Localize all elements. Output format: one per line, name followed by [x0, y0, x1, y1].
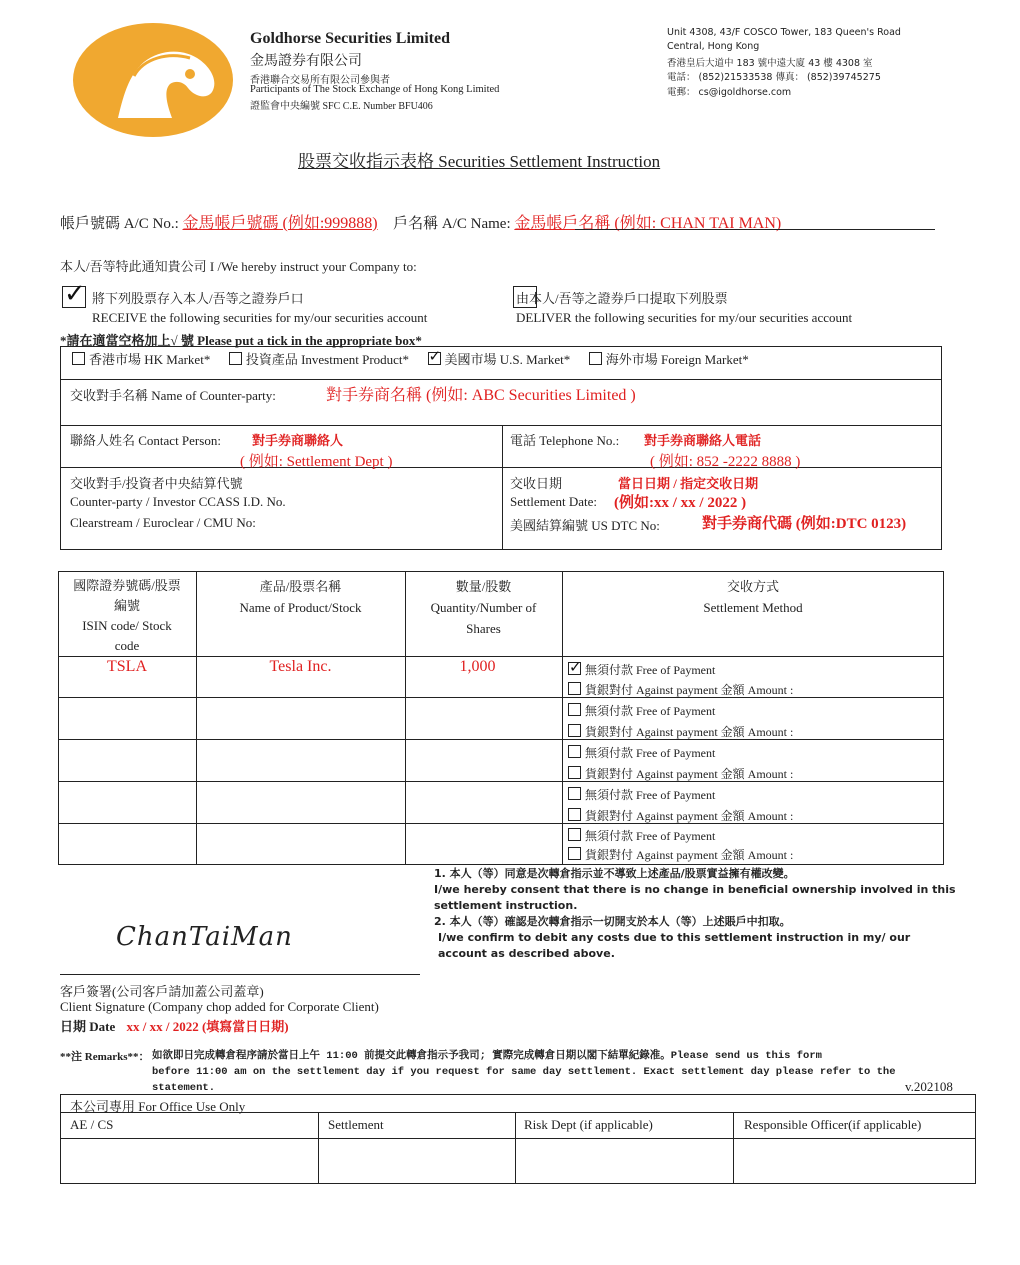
horse-head-logo-icon — [72, 22, 234, 138]
consent-2-en2: account as described above. — [438, 947, 615, 960]
counterparty-name-value[interactable]: 對手券商名稱 (例如: ABC Securities Limited ) — [326, 387, 636, 404]
participant-en: Participants of The Stock Exchange of Hong Kong Limited — [250, 84, 500, 95]
us-market-checkbox[interactable] — [428, 352, 441, 365]
market-foreign[interactable]: 海外市場 Foreign Market* — [589, 352, 749, 367]
ac-no-label: 帳戶號碼 A/C No.: — [60, 216, 179, 232]
tick-note: *請在適當空格加上√ 號 Please put a tick in the appropriate box* — [60, 333, 422, 348]
email: 電郵： cs@igoldhorse.com — [667, 87, 792, 98]
signature-label-zh: 客戶簽署(公司客戶請加蓋公司蓋章) — [60, 984, 264, 999]
address-line-2: Central, Hong Kong — [667, 41, 760, 52]
contact-person-example: ( 例如: Settlement Dept ) — [240, 454, 393, 470]
row-1-code[interactable]: TSLA — [107, 658, 147, 675]
hk-market-checkbox[interactable] — [72, 352, 85, 365]
header-product-name: 產品/股票名稱 Name of Product/Stock — [239, 579, 362, 615]
clearstream-label: Clearstream / Euroclear / CMU No: — [70, 515, 256, 530]
ac-name-label: 戶名稱 A/C Name: — [393, 216, 511, 232]
page-title: 股票交收指示表格 Securities Settlement Instruction — [298, 152, 661, 171]
consent-2-en: I/we confirm to debit any costs due to this settlement instruction in my/ our — [438, 931, 911, 944]
row-1-qty[interactable]: 1,000 — [459, 658, 496, 675]
row-1-name[interactable]: Tesla Inc. — [269, 658, 332, 675]
address-line-3: 香港皇后大道中 183 號中遠大廈 43 樓 4308 室 — [667, 58, 873, 69]
market-hk[interactable]: 香港市場 HK Market* — [72, 352, 210, 367]
contact-person-label: 聯絡人姓名 Contact Person: — [70, 433, 221, 448]
office-col-ae: AE / CS — [70, 1117, 114, 1132]
date-label: 日期 Date — [60, 1019, 116, 1034]
market-row — [72, 349, 749, 368]
header-quantity: 數量/股數 Quantity/Number of Shares — [430, 579, 537, 636]
settlement-date-label-en: Settlement Date: — [510, 494, 598, 509]
header-isin: 國際證券號碼/股票 編號 ISIN code/ Stock code — [73, 578, 181, 653]
receive-checkbox[interactable] — [62, 286, 86, 308]
ccass-label-zh: 交收對手/投資者中央結算代號 — [70, 476, 243, 491]
market-investment[interactable]: 投資產品 Investment Product* — [229, 352, 409, 367]
telephone-example: ( 例如: 852 -2222 8888 ) — [650, 454, 801, 470]
row-2-free-checkbox[interactable] — [568, 703, 581, 716]
row-5-free-checkbox[interactable] — [568, 828, 581, 841]
deliver-zh: 由本人/吾等之證券戶口提取下列股票 — [516, 291, 728, 306]
row-4-against-checkbox[interactable] — [568, 808, 581, 821]
office-use-title: 本公司專用 For Office Use Only — [70, 1099, 246, 1114]
remarks-text: 如欲即日完成轉倉程序請於當日上午 11:00 前提交此轉倉指示予我司; 實際完成轉倉日期以閣下結單紀錄准。Please send us this form before 11:00 am on the settlement day if you request for same day settlement. Exact settlement day please refer to the statement. — [152, 1050, 896, 1094]
consent-1-en2: settlement instruction. — [434, 899, 578, 912]
consent-2-zh: 2. 本人（等）確認是次轉倉指示一切開支於本人（等）上述賬戶中扣取。 — [434, 915, 791, 928]
client-signature[interactable]: ChanTaiMan — [116, 922, 293, 952]
telephone-label: 電話 Telephone No.: — [510, 433, 620, 448]
address-line-1: Unit 4308, 43/F COSCO Tower, 183 Queen's Road — [667, 27, 901, 38]
counterparty-name-label: 交收對手名稱 Name of Counter-party: — [70, 388, 276, 403]
ccass-label-en: Counter-party / Investor CCASS I.D. No. — [70, 494, 286, 509]
contact-person-value[interactable]: 對手券商聯絡人 — [252, 433, 344, 448]
remarks-label: **注 Remarks**： — [60, 1051, 150, 1063]
dtc-value[interactable]: 對手券商代碼 (例如:DTC 0123) — [702, 516, 907, 532]
office-col-settlement: Settlement — [328, 1117, 384, 1132]
consent-1-zh: 1. 本人（等）同意是次轉倉指示並不導致上述產品/股票實益擁有權改變。 — [434, 867, 795, 880]
row-5-method: 無須付款 Free of Payment 貨銀對付 Against payment 金額 Amount : — [568, 827, 793, 865]
foreign-market-checkbox[interactable] — [589, 352, 602, 365]
settlement-date-value[interactable]: 當日日期 / 指定交收日期 — [618, 476, 759, 491]
market-us[interactable]: ✓ 美國市場 U.S. Market* — [428, 352, 571, 367]
office-col-officer: Responsible Officer(if applicable) — [744, 1117, 922, 1132]
row-1-against-checkbox[interactable] — [568, 682, 581, 695]
row-4-method: 無須付款 Free of Payment 貨銀對付 Against payment 金額 Amount : — [568, 785, 793, 827]
telephone-value[interactable]: 對手券商聯絡人電話 — [644, 433, 762, 448]
instruct-text: 本人/吾等特此通知貴公司 I /We hereby instruct your Company to: — [60, 259, 417, 274]
deliver-en: DELIVER the following securities for my/our securities account — [516, 310, 853, 325]
header-settlement-method: 交收方式 Settlement Method — [703, 579, 803, 615]
dtc-label: 美國結算編號 US DTC No: — [510, 518, 660, 533]
settlement-date-example: (例如:xx / xx / 2022 ) — [614, 495, 747, 511]
investment-product-checkbox[interactable] — [229, 352, 242, 365]
version: v.202108 — [905, 1079, 953, 1094]
sfc-number: 證監會中央編號 SFC C.E. Number BFU406 — [250, 101, 433, 112]
row-2-method: 無須付款 Free of Payment 貨銀對付 Against payment 金額 Amount : — [568, 701, 793, 743]
company-name-en: Goldhorse Securities Limited — [250, 30, 450, 47]
date-value[interactable]: xx / xx / 2022 (填寫當日日期) — [126, 1019, 289, 1034]
row-3-free-checkbox[interactable] — [568, 745, 581, 758]
row-5-against-checkbox[interactable] — [568, 847, 581, 860]
company-name-zh: 金馬證券有限公司 — [250, 53, 362, 69]
row-3-against-checkbox[interactable] — [568, 766, 581, 779]
date-row — [60, 1016, 289, 1035]
row-2-against-checkbox[interactable] — [568, 724, 581, 737]
phone-fax: 電話： (852)21533538 傳真： (852)39745275 — [667, 72, 881, 83]
ac-name-value[interactable]: 金馬帳戶名稱 (例如: CHAN TAI MAN) — [514, 215, 782, 232]
receive-en: RECEIVE the following securities for my/our securities account — [92, 310, 428, 325]
row-1-method: ✓ 無須付款 Free of Payment 貨銀對付 Against payment 金額 Amount : — [568, 660, 793, 700]
settlement-date-label-zh: 交收日期 — [510, 476, 563, 491]
signature-label-en: Client Signature (Company chop added for Corporate Client) — [60, 999, 379, 1014]
consent-block — [434, 866, 956, 962]
ac-no-value[interactable]: 金馬帳戶號碼 (例如:999888) — [182, 215, 378, 232]
row-3-method: 無須付款 Free of Payment 貨銀對付 Against payment 金額 Amount : — [568, 743, 793, 785]
office-col-risk: Risk Dept (if applicable) — [524, 1117, 653, 1132]
row-4-free-checkbox[interactable] — [568, 787, 581, 800]
receive-zh: 將下列股票存入本人/吾等之證券戶口 — [92, 291, 304, 306]
row-1-free-checkbox[interactable] — [568, 662, 581, 675]
consent-1-en: I/we hereby consent that there is no change in beneficial ownership involved in this — [434, 883, 956, 896]
participant-zh: 香港聯合交易所有限公司參與者 — [250, 75, 390, 86]
